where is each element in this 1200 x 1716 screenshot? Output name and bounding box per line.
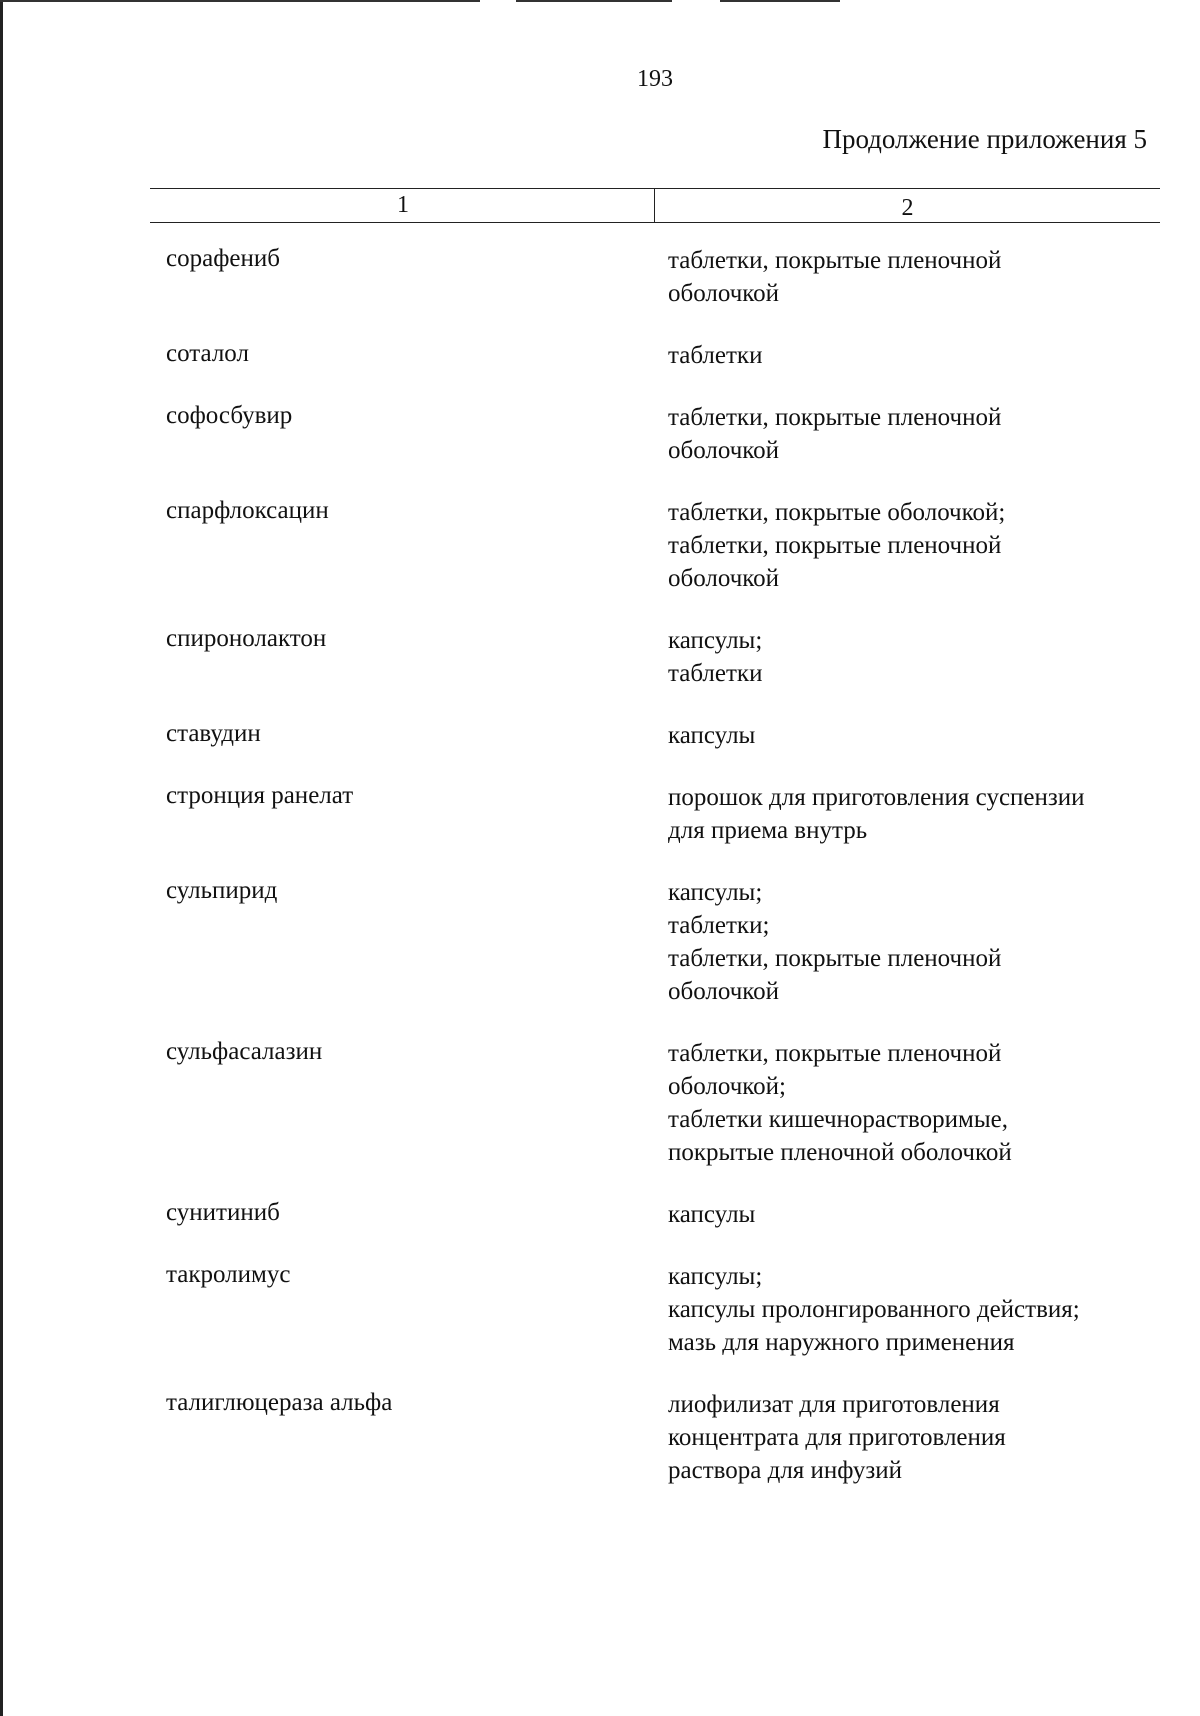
dosage-form-line: таблетки, покрытые пленочной — [668, 404, 1002, 431]
column-header-1 — [150, 189, 655, 222]
scan-edge-left — [0, 0, 3, 1716]
drug-name: сорафениб — [166, 245, 280, 272]
table-row — [166, 1260, 1156, 1359]
dosage-form-line: мазь для наружного применения — [668, 1329, 1015, 1356]
drug-name: соталол — [166, 340, 249, 367]
table-row — [166, 496, 1156, 595]
dosage-form-line: лиофилизат для приготовления — [668, 1391, 1000, 1418]
dosage-forms — [668, 1260, 1156, 1359]
dosage-forms — [668, 781, 1156, 847]
drug-name: спиронолактон — [166, 625, 327, 652]
dosage-forms — [668, 624, 1156, 690]
dosage-forms — [668, 401, 1156, 467]
drug-name: сунитиниб — [166, 1199, 280, 1226]
dosage-forms — [668, 1198, 1156, 1231]
dosage-forms — [668, 876, 1156, 1008]
dosage-form-line: капсулы; — [668, 879, 763, 906]
dosage-forms — [668, 496, 1156, 595]
table-row — [166, 401, 1156, 467]
scan-edge-top — [0, 0, 1200, 2]
drug-name: талиглюцераза альфа — [166, 1389, 393, 1416]
dosage-forms — [668, 1037, 1156, 1169]
table-row — [166, 339, 1156, 372]
dosage-form-line: таблетки, покрытые оболочкой; — [668, 499, 1006, 526]
dosage-form-line: для приема внутрь — [668, 817, 868, 844]
dosage-form-line: порошок для приготовления суспензии — [668, 784, 1085, 811]
column-header-2: 2 — [901, 195, 914, 221]
drug-name: такролимус — [166, 1261, 291, 1288]
dosage-form-line: таблетки — [668, 660, 763, 687]
table-row — [166, 1198, 1156, 1231]
table-row — [166, 1037, 1156, 1169]
drug-name: спарфлоксацин — [166, 497, 329, 524]
page-number: 193 — [637, 66, 673, 92]
column-header-1-label: 1 — [397, 192, 409, 218]
dosage-forms — [668, 719, 1156, 752]
table-header — [150, 188, 1160, 223]
dosage-form-line: капсулы; — [668, 627, 763, 654]
table-row — [166, 624, 1156, 690]
drug-name: сульпирид — [166, 877, 278, 904]
drug-name: сульфасалазин — [166, 1038, 323, 1065]
dosage-form-line: капсулы; — [668, 1263, 763, 1290]
table-row — [166, 876, 1156, 1008]
appendix-heading: Продолжение приложения 5 — [822, 124, 1147, 154]
dosage-form-line: таблетки — [668, 342, 763, 369]
dosage-form-line: раствора для инфузий — [668, 1457, 903, 1484]
dosage-form-line: капсулы пролонгированного действия; — [668, 1296, 1080, 1323]
dosage-form-line: таблетки; — [668, 912, 770, 939]
dosage-forms — [668, 339, 1156, 372]
dosage-form-line: концентрата для приготовления — [668, 1424, 1006, 1451]
table-row — [166, 244, 1156, 310]
dosage-form-line: оболочкой — [668, 565, 780, 592]
dosage-form-line: таблетки, покрытые пленочной — [668, 945, 1002, 972]
dosage-form-line: оболочкой — [668, 978, 780, 1005]
dosage-form-line: оболочкой — [668, 437, 780, 464]
dosage-form-line: оболочкой — [668, 280, 780, 307]
dosage-form-line: капсулы — [668, 722, 756, 749]
drug-name: софосбувир — [166, 402, 293, 429]
dosage-forms — [668, 1388, 1156, 1487]
dosage-form-line: таблетки, покрытые пленочной — [668, 532, 1002, 559]
drug-list — [166, 244, 1156, 1487]
dosage-form-line: оболочкой; — [668, 1073, 786, 1100]
table-row — [166, 781, 1156, 847]
drug-name: стронция ранелат — [166, 782, 354, 809]
dosage-forms — [668, 244, 1156, 310]
dosage-form-line: покрытые пленочной оболочкой — [668, 1139, 1012, 1166]
dosage-form-line: капсулы — [668, 1201, 756, 1228]
table-row — [166, 719, 1156, 752]
table-row — [166, 1388, 1156, 1487]
dosage-form-line: таблетки, покрытые пленочной — [668, 247, 1002, 274]
dosage-form-line: таблетки кишечнорастворимые, — [668, 1106, 1008, 1133]
drug-name: ставудин — [166, 720, 261, 747]
dosage-form-line: таблетки, покрытые пленочной — [668, 1040, 1002, 1067]
